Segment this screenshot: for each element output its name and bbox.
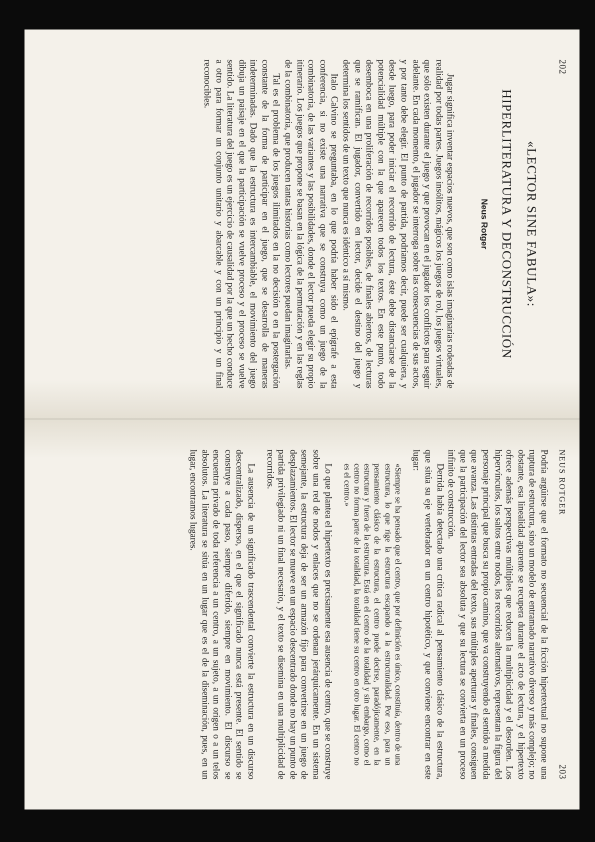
left-page [25, 30, 580, 420]
block-quote: «Siempre se ha pensado que el centro, que por definición es único, constituía, dentro de una estructura, lo que rige la estructura escapando a la estructuralidad. Por eso, para un pensamiento clásico de la estructura, el centro puede decirse, paradójicamente, en la estructura y fuera de la estructura. Está en el centro de la totalidad y sin embargo, como el centro no forma parte de la totalidad, la totalidad tiene su centro en otro lugar. El centro no es el centro.» [342, 463, 403, 766]
chapter-title-line2: HIPERLITERATURA Y DECONSTRUCCIÓN [499, 89, 515, 359]
body-paragraph: La ausencia de un significado trascendental convierte la estructura en un discurso descentralizado, disperso, en el que el significado nunca está presente. El sentido se construye a cada paso, siempre diferido, siempre en movimiento. El discurso se encuentra privado de toda referencia a un centro, a un sujeto, a un origen o a un telos absolutos. La literatura se sitúa en un lugar que es el de la diseminación, pues, en un lugar, encontramos lugares. [188, 449, 257, 780]
author-name: Neus Rotger [479, 198, 490, 250]
body-paragraph: Jugar significa inventar espacios nuevos, que son como islas imaginarias rodeadas de realidad por todas partes. Juegos insólitos, mágicos los juegos de rol, los juegos virtuales, que sólo existen durante el juego y que provocan en el jugador los conflictos para seguir adelante. En cada momento, el jugador se interroga sobre las consecuencias de sus actos, y por tanto debe elegir. El punto de partida, podríamos decir, puede ser cualquiera, y desde luego, para poder iniciar el recorrido de lectura, éste debe distanciarse de la potencialidad múltiple con la que aparecen todos los textos. En este punto, todo desemboca en una proliferación de recorridos posibles, de finales abiertos, de lecturas que se ramifican. El jugador, convertido en lector, decide el destino del juego y determina los sentidos de un texto que nunca es idéntico a sí mismo. [341, 59, 456, 389]
body-paragraph: Derrida había detectado una crítica radical al pensamiento clásico de la estructura, que sitúa su eje vertebrador en un centro hipotético, y que conviene encontrar en este lugar: [411, 449, 446, 780]
body-paragraph: Podría argüirse que el formato no secuencial de la ficción hipertextual no supone una ruptura de estructura, sino un modelo de entramado narrativo diverso y más complejo; no obstante, esa linealidad aparente se recupera durante el acto de lectura, y el hipertexto ofrece además perspectivas múltiples que reducen la multiplicidad y el desorden. Los hipervínculos, los saltos entre nodos, los recorridos alternativos, representan la figura del personaje principal que busca su propio camino, que va construyendo el sentido a medida que avanza. Las distintas entradas del texto, sus múltiples aperturas y finales, consiguen que la participación del lector sea absoluta y que su lectura se convierta en un proceso infinito de construcción. [446, 449, 550, 780]
body-paragraph: Tal es el problema de los juegos ilimitados en la no decisión o en la postergación constante de la forma de participar en el juego, que se desarrolla de maneras indeterminadas. Dado que la estructura es intercambiable, el movimiento del juego dibuja un paisaje en el que la participación se vuelve proceso y el proceso se vuelve sentido. La literatura del juego es un ejercicio de causalidad por la que un hecho conduce a otro para formar un conjunto unitario y abarcable y con un principio y un final reconocibles. [202, 59, 282, 389]
body-paragraph: Italo Calvino se preguntaba, en lo que podría haber sido el epígrafe a esta conferencia, si no existe una narrativa que se construya como un juego de la combinatoria, de las variantes y las posibilidades, donde el lector pueda elegir su propio itinerario. Los juegos que propone se basan en la lógica de la permutación y en las reglas de la combinatoria, que producen tantas historias como lectores puedan imaginarlas. [283, 59, 340, 389]
page-number-right: 203 [557, 764, 568, 780]
running-head: NEUS ROTGER [557, 449, 567, 516]
body-paragraph: Lo que plantea el hipertexto es precisamente esa ausencia de centro, que se construye sobre una red de nodos y enlaces que no se ordenan jerárquicamente. En un sistema semejante, la estructura deja de ser un armazón fijo para convertirse en un juego de desplazamientos. El lector se mueve en un espacio descentrado donde no hay un punto de partida privilegiado ni un final necesario, y el texto se disemina en una multiplicidad de recorridos. [265, 449, 334, 780]
page-number-left: 202 [557, 59, 568, 75]
right-page [25, 420, 580, 810]
chapter-title-line1: «LECTOR SINE FABULA»: [524, 141, 540, 307]
book-spread-rotated [25, 30, 580, 810]
